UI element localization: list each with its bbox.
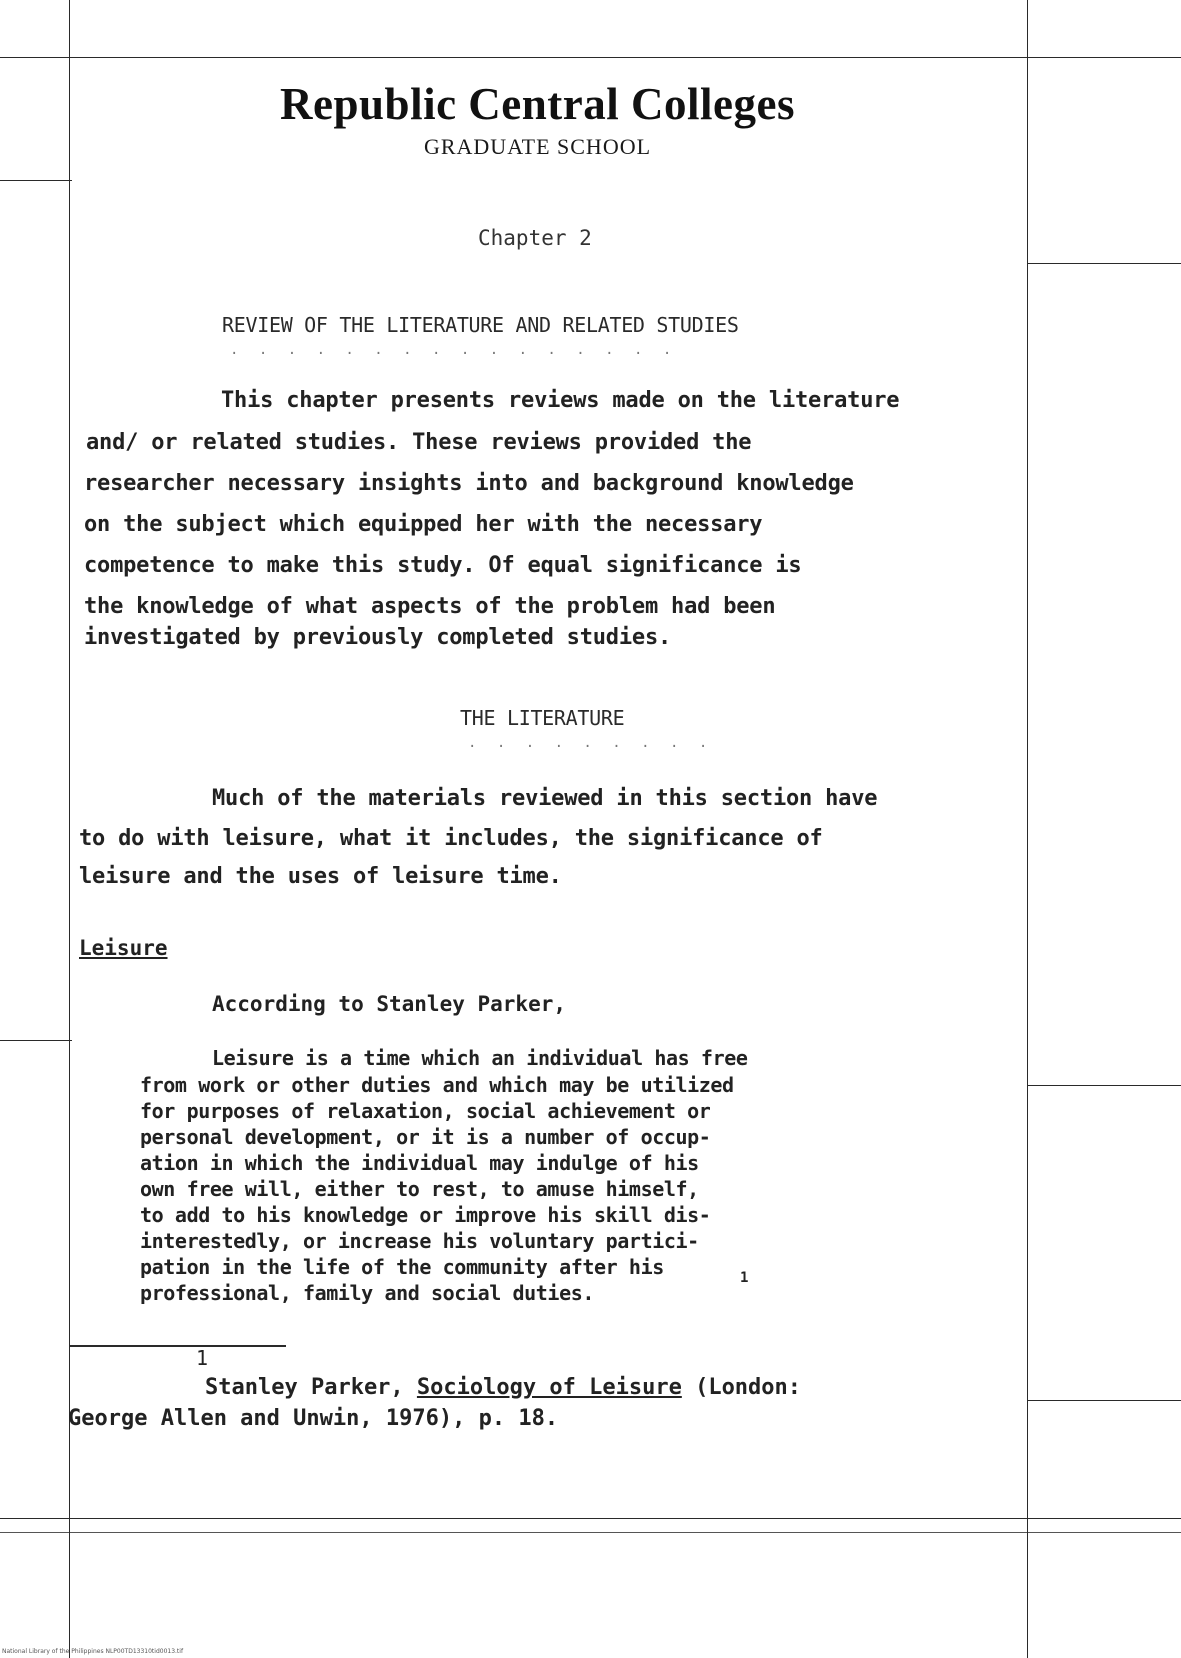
quote-line: professional, family and social duties.: [140, 1281, 594, 1305]
fold-line-2: [0, 1518, 1181, 1519]
page-subtitle: GRADUATE SCHOOL: [423, 134, 652, 159]
subheading-leisure: Leisure: [79, 936, 168, 960]
intro-line: researcher necessary insights into and background knowledge: [84, 471, 854, 496]
quote-line: Leisure is a time which an individual has free: [212, 1046, 748, 1070]
quote-line: to add to his knowledge or improve his skill dis-: [140, 1203, 711, 1227]
intro-line: competence to make this study. Of equal significance is: [84, 553, 802, 578]
fold-line-1: [0, 180, 72, 181]
footnote-book-title: Sociology of Leisure: [416, 1375, 682, 1400]
quote-line: ation in which the individual may indulge of his: [140, 1151, 699, 1175]
chapter-number: Chapter 2: [478, 226, 592, 250]
left-fold-line-4: [0, 1040, 72, 1041]
literature-line: to do with leisure, what it includes, the significance of: [79, 826, 823, 851]
right-fold-line-1: [1027, 263, 1181, 264]
quote-line: pation in the life of the community after his: [140, 1255, 664, 1279]
intro-line: the knowledge of what aspects of the problem had been: [84, 594, 776, 619]
intro-line: and/ or related studies. These reviews provided the: [86, 430, 752, 455]
quote-line: personal development, or it is a number of occup-: [140, 1125, 711, 1149]
right-fold-line-3: [1027, 1400, 1181, 1401]
fold-line-3: [0, 1532, 1181, 1533]
page-title: Republic Central Colleges: [280, 79, 795, 129]
quote-line: for purposes of relaxation, social achievement or: [140, 1099, 711, 1123]
literature-line: leisure and the uses of leisure time.: [79, 864, 562, 889]
intro-line: on the subject which equipped her with the necessary: [84, 512, 763, 537]
quote-line: interestedly, or increase his voluntary partici-: [140, 1229, 699, 1253]
footnote-author: Stanley Parker,: [205, 1375, 417, 1400]
footnote-reference: 1: [740, 1270, 749, 1286]
literature-line: Much of the materials reviewed in this section have: [212, 786, 878, 811]
microfilm-footer: National Library of the Philippines NLP00TD13310tid0013.tif: [2, 1648, 184, 1655]
quote-intro: According to Stanley Parker,: [212, 992, 567, 1016]
footnote-separator: [70, 1345, 286, 1347]
intro-line: investigated by previously completed studies.: [84, 625, 672, 650]
quote-line: own free will, either to rest, to amuse himself,: [140, 1177, 699, 1201]
footnote-marker: 1: [196, 1346, 209, 1370]
footnote-line-2: George Allen and Unwin, 1976), p. 18.: [68, 1406, 559, 1431]
quote-line: from work or other duties and which may be utilized: [140, 1073, 734, 1097]
footnote-publisher: (London:: [681, 1375, 802, 1400]
section-title: REVIEW OF THE LITERATURE AND RELATED STUDIES: [222, 313, 739, 337]
right-margin-rule: [1027, 0, 1028, 1658]
footnote-line-1: [205, 1375, 801, 1400]
right-fold-line-2: [1027, 1085, 1181, 1086]
dotted-underline: . . . . . . . . .: [468, 735, 714, 751]
intro-line: This chapter presents reviews made on the literature: [221, 388, 900, 413]
top-fold-line: [0, 57, 1181, 58]
literature-heading: THE LITERATURE: [460, 706, 625, 730]
dotted-underline: . . . . . . . . . . . . . . . .: [230, 342, 678, 358]
